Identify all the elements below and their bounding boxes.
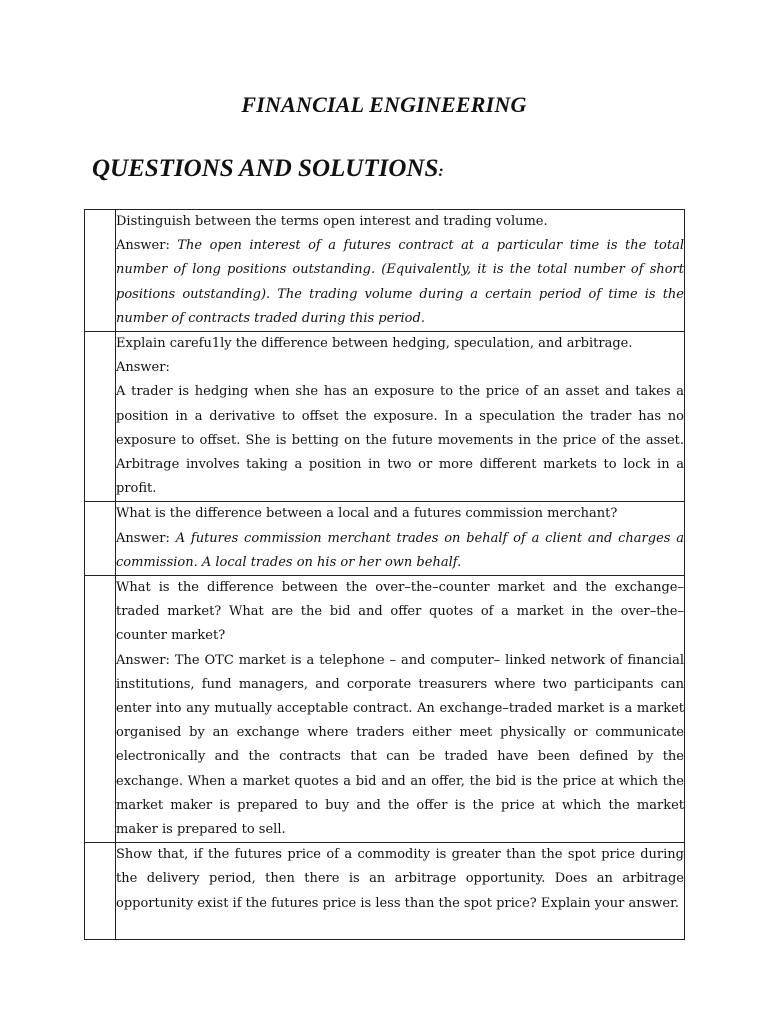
answer-label: Answer: (116, 360, 170, 376)
qa-content-cell (116, 502, 685, 576)
qa-number-cell (85, 576, 116, 843)
qa-table (84, 209, 685, 940)
qa-row-2 (85, 332, 685, 502)
answer-block (116, 649, 684, 843)
qa-number-cell (85, 210, 116, 332)
answer-label: Answer: (116, 652, 170, 668)
answer-text: A futures commission merchant trades on behalf of a client and charges a commission. A local trades on his or her own behalf. (116, 530, 684, 570)
question-text: Show that, if the futures price of a commodity is greater than the spot price during the delivery period, then there is an arbitrage opportunity. Does an arbitrage opportunity exist if the futures price is less than the spot price? Explain your answer. (116, 847, 684, 911)
qa-number-cell (85, 502, 116, 576)
question-text: What is the difference between a local and a futures commission merchant? (116, 506, 618, 522)
qa-row-1 (85, 210, 685, 332)
qa-number-cell (85, 843, 116, 940)
qa-content-cell (116, 210, 685, 332)
qa-row-5 (85, 843, 685, 940)
answer-text: The open interest of a futures contract at a particular time is the total number of long positions outstanding. (Equivalently, it is the total number of short positions outstanding). The trading volume during a certain period of time is the number of contracts traded during this period. (116, 238, 684, 326)
question-text: Explain carefu1ly the difference between hedging, speculation, and arbitrage. (116, 336, 633, 352)
qa-content-cell (116, 843, 685, 940)
answer-block (116, 234, 684, 331)
subtitle-colon: : (438, 163, 444, 180)
answer-block (116, 527, 684, 575)
qa-row-4 (85, 576, 685, 843)
question-text: What is the difference between the over–the–counter market and the exchange–traded market? What are the bid and offer quotes of a market in the over–the–counter market? (116, 580, 684, 644)
qa-number-cell (85, 332, 116, 502)
qa-content-cell (116, 576, 685, 843)
answer-label: Answer: (116, 238, 170, 254)
question-text: Distinguish between the terms open interest and trading volume. (116, 214, 548, 229)
document-title: FINANCIAL ENGINEERING (241, 92, 527, 117)
qa-row-3 (85, 502, 685, 576)
answer-text: The OTC market is a telephone – and computer– linked network of financial institutions, fund managers, and corporate treasurers where two participants can enter into any mutually acceptable contract. An exchange–traded market is a market organised by an exchange where traders either meet physically or communicate electronically and the contracts that can be traded have been defined by the exchange. When a market quotes a bid and an offer, the bid is the price at which the market maker is prepared to buy and the offer is the price at which the market maker is prepared to sell. (116, 652, 684, 838)
answer-label: Answer: (116, 530, 170, 546)
qa-content-cell (116, 332, 685, 502)
document-subtitle (92, 155, 444, 183)
subtitle-text: QUESTIONS AND SOLUTIONS (92, 155, 439, 182)
answer-text: A trader is hedging when she has an exposure to the price of an asset and takes a position in a derivative to offset the exposure. In a speculation the trader has no exposure to offset. She is betting on the future movements in the price of the asset. Arbitrage involves taking a position in two or more different markets to lock in a profit. (116, 384, 684, 497)
